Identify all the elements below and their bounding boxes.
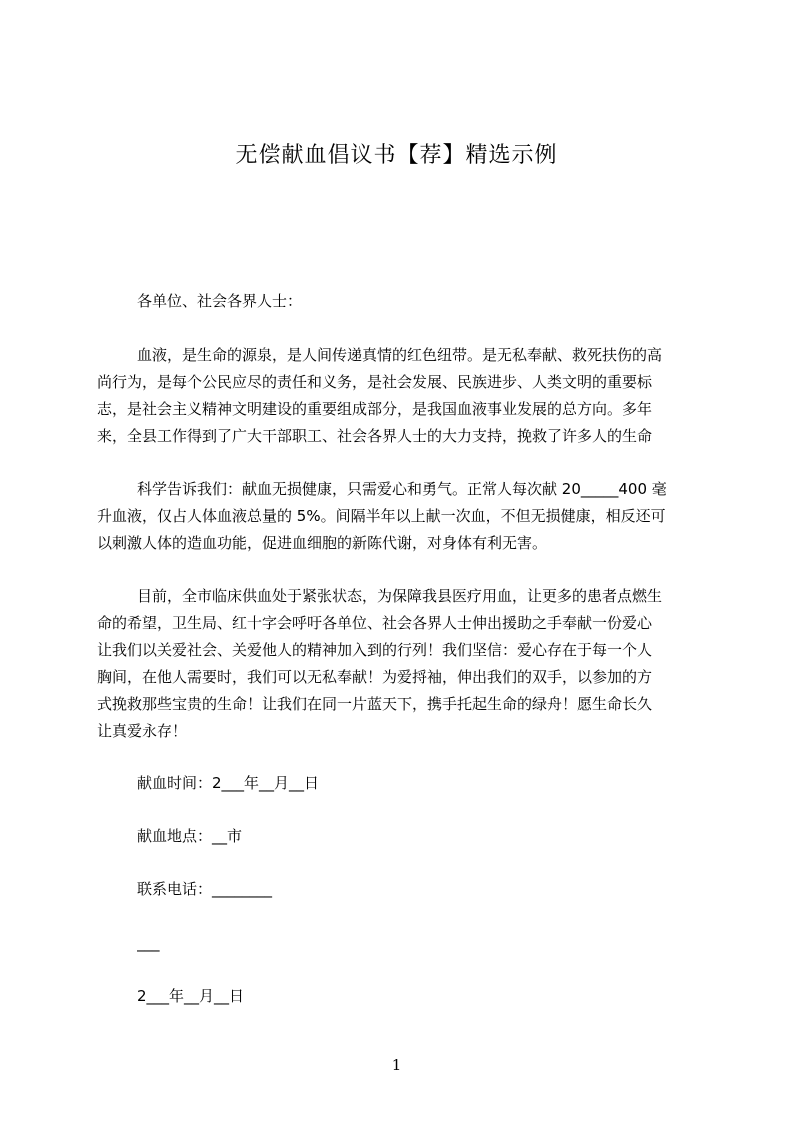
paragraph1-line2: 尚行为，是每个公民应尽的责任和义务，是社会发展、民族进步、人类文明的重要标 xyxy=(97,373,653,391)
paragraph1-line1: 血液，是生命的源泉，是人间传递真情的红色纽带。是无私奉献、救死扶伤的高 xyxy=(137,346,663,364)
donation-place: 献血地点：__市 xyxy=(137,827,243,845)
paragraph1-line3: 志，是社会主义精神文明建设的重要组成部分，是我国血液事业发展的总方向。多年 xyxy=(97,400,653,418)
paragraph3-line6: 让真爱永存！ xyxy=(97,722,188,740)
sign-date: 2___年__月__日 xyxy=(137,987,245,1005)
salutation: 各单位、社会各界人士： xyxy=(137,292,303,310)
page-number: 1 xyxy=(391,1056,402,1074)
paragraph3-line2: 命的希望，卫生局、红十字会呼吁各单位、社会各界人士伸出援助之手奉献一份爱心 xyxy=(97,614,653,632)
contact-phone: 联系电话：________ xyxy=(137,880,273,898)
paragraph3-line4: 胸间，在他人需要时，我们可以无私奉献！为爱捋袖，伸出我们的双手，以参加的方 xyxy=(97,668,653,686)
document-title: 无偿献血倡议书【荐】精选示例 xyxy=(235,143,558,168)
paragraph2-line1: 科学告诉我们：献血无损健康，只需爱心和勇气。正常人每次献 20_____400 毫 xyxy=(137,480,667,498)
paragraph2-line3: 以刺激人体的造血功能，促进血细胞的新陈代谢，对身体有利无害。 xyxy=(97,534,548,552)
signature-line: ___ xyxy=(137,934,160,952)
paragraph2-line2: 升血液，仅占人体血液总量的 5%。间隔半年以上献一次血，不但无损健康，相反还可 xyxy=(97,507,666,525)
donation-time: 献血时间：2___年__月__日 xyxy=(137,774,320,792)
paragraph3-line3: 让我们以关爱社会、关爱他人的精神加入到的行列！我们坚信：爱心存在于每一个人 xyxy=(97,641,653,659)
paragraph1-line4: 来，全县工作得到了广大干部职工、社会各界人士的大力支持，挽救了许多人的生命 xyxy=(97,427,653,445)
paragraph3-line5: 式挽救那些宝贵的生命！让我们在同一片蓝天下，携手托起生命的绿舟！愿生命长久 xyxy=(97,695,653,713)
paragraph3-line1: 目前，全市临床供血处于紧张状态，为保障我县医疗用血，让更多的患者点燃生 xyxy=(137,587,663,605)
